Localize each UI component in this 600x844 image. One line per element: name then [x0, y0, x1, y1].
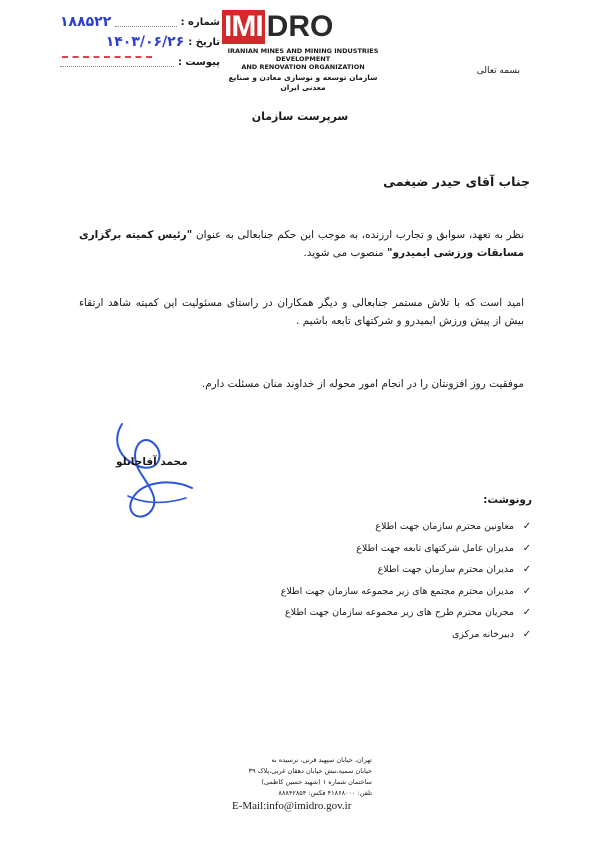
- cc-item: [234, 538, 534, 560]
- cc-item: [234, 516, 534, 538]
- check-icon: ✓: [522, 607, 532, 619]
- logo-english-line-1: IRANIAN MINES AND MINING INDUSTRIES DEVELOPMENT: [227, 47, 379, 63]
- number-value: ۱۸۸۵۲۲: [60, 14, 112, 30]
- check-icon: ✓: [522, 542, 532, 554]
- imidro-logo: [222, 10, 384, 93]
- cc-item-label: معاونین محترم سازمان جهت اطلاع: [375, 521, 514, 533]
- cc-item: [234, 602, 534, 624]
- appointment-title: "رئیس کمیته برگزاری مسابقات ورزشی ایمیدرو": [79, 229, 524, 259]
- footer-email: E-Mail:info@imidro.gov.ir: [232, 800, 352, 812]
- check-icon: ✓: [522, 521, 532, 533]
- number-dots: [115, 18, 176, 27]
- address-line-2: خیابان سمیه،نبش خیابان دهقان غربی،پلاک ۳۹: [248, 767, 372, 775]
- signatory-name: محمد آقاجانلو: [116, 456, 188, 468]
- signature-stroke-2: [128, 496, 186, 502]
- paragraph-appointment-start: نظر به تعهد، سوابق و تجارب ارزنده، به موجب این حکم جنابعالی به عنوان: [192, 229, 524, 241]
- cc-item: [234, 624, 534, 646]
- check-icon: ✓: [522, 564, 532, 576]
- paragraph-hope: امید است که با تلاش مستمر جنابعالی و دیگر همکاران در راستای مسئولیت این کمیته شاهد ارتقاء بیش از پیش ورزش ایمیدرو و شرکتهای تابعه باشیم .: [79, 297, 524, 327]
- paragraph-appointment: [79, 226, 524, 262]
- cc-title: رونوشت:: [483, 494, 532, 506]
- basmala: بسمه تعالی: [476, 66, 520, 76]
- address-line-3: ساختمان شماره ۱ (شهید حسین کاظمی): [261, 778, 372, 786]
- attachment-row: [60, 52, 220, 72]
- meta-red-divider: [62, 56, 152, 58]
- phone-fax-line: تلفن: ۴۱۸۶۸۰۰۰ فکس: ۸۸۸۴۲۸۵۴: [278, 789, 372, 797]
- cc-item-label: دبیرخانه مرکزی: [451, 628, 514, 640]
- cc-list: [234, 516, 534, 645]
- address-line-1: تهران، خیابان سپهبد قرنی، نرسیده به: [271, 756, 372, 764]
- cc-item-label: مجریان محترم طرح های زیر مجموعه سازمان جهت اطلاع: [285, 607, 514, 619]
- date-value: ۱۴۰۳/۰۶/۲۶: [105, 34, 185, 50]
- letter-subject: سرپرست سازمان: [251, 110, 349, 123]
- logo-dark-part: DRO: [266, 10, 334, 43]
- logo-red-part: IMI: [224, 10, 263, 43]
- paragraph-appointment-end: منصوب می شوید.: [303, 247, 388, 259]
- logo-english-name: [222, 47, 384, 71]
- attachment-dots: [60, 58, 174, 67]
- paragraph-closing: موفقیت روز افزونتان را در انجام امور محوله از خداوند منان مسئلت دارم.: [201, 378, 524, 390]
- logo-mark: [222, 10, 384, 44]
- logo-persian-name: سازمان توسعه و نوسازی معادن و صنایع معدنی ایران: [228, 73, 378, 92]
- attachment-label: پیوست :: [177, 56, 220, 68]
- cc-item-label: مدیران عامل شرکتهای تابعه جهت اطلاع: [356, 542, 514, 554]
- cc-item: [234, 559, 534, 581]
- check-icon: ✓: [522, 628, 532, 640]
- footer-address: [232, 755, 372, 812]
- cc-item: [234, 581, 534, 603]
- number-label: شماره :: [180, 16, 220, 28]
- cc-item-label: مدیران محترم سازمان جهت اطلاع: [377, 564, 514, 576]
- cc-item-label: مدیران محترم مجتمع های زیر مجموعه سازمان جهت اطلاع: [280, 585, 514, 597]
- letter-meta: [60, 12, 220, 72]
- check-icon: ✓: [522, 585, 532, 597]
- number-row: [60, 12, 220, 32]
- date-row: [60, 32, 220, 52]
- date-label: تاریخ :: [188, 36, 220, 48]
- letter-recipient: جناب آقای حیدر ضیغمی: [383, 174, 530, 189]
- logo-english-line-2: AND RENOVATION ORGANIZATION: [241, 63, 365, 71]
